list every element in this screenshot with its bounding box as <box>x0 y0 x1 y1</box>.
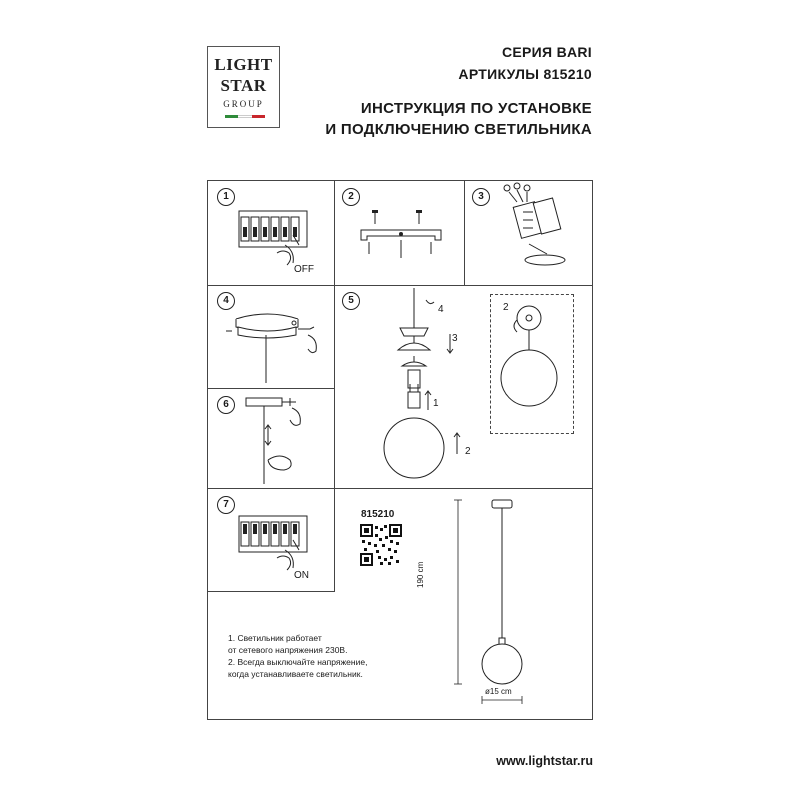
logo-line-1: LIGHT <box>214 55 273 74</box>
wire-connection-illustration <box>232 394 327 486</box>
diameter-dimension-label: ø15 cm <box>485 687 512 696</box>
instruction-title-2: И ПОДКЛЮЧЕНИЮ СВЕТИЛЬНИКА <box>325 121 592 138</box>
step-number-7: 7 <box>217 496 235 514</box>
note-line: когда устанавливаете светильник. <box>228 669 363 679</box>
article-number-label: 815210 <box>361 509 395 520</box>
note-line: от сетевого напряжения 230В. <box>228 645 348 655</box>
step5-arrow-1-label: 1 <box>433 398 439 409</box>
step5-arrow-2-label: 2 <box>465 446 471 457</box>
breaker-on-illustration <box>235 510 325 575</box>
notes-block <box>228 632 428 680</box>
article-numbers: АРТИКУЛЫ 815210 <box>458 66 592 82</box>
italian-flag-stripe <box>225 115 265 118</box>
series-title: СЕРИЯ BARI <box>501 44 592 60</box>
canopy-wiring-illustration <box>222 305 327 385</box>
brand-logo <box>207 46 280 128</box>
step-number-1: 1 <box>217 188 235 206</box>
step-number-5: 5 <box>342 292 360 310</box>
step5-arrow-4-label: 4 <box>438 304 444 315</box>
mounting-bracket-illustration <box>355 210 450 260</box>
qr-code <box>360 524 402 566</box>
instruction-title-1: ИНСТРУКЦИЯ ПО УСТАНОВКЕ <box>360 100 592 117</box>
logo-line-2: STAR <box>220 76 267 95</box>
dimension-drawing <box>440 498 540 710</box>
step-number-2: 2 <box>342 188 360 206</box>
height-dimension-label: 190 cm <box>416 561 425 588</box>
inset-detail-illustration <box>495 298 575 428</box>
inset-arrow-2-label: 2 <box>503 302 509 313</box>
step5-arrow-3-label: 3 <box>452 333 458 344</box>
terminal-block-illustration <box>495 182 575 277</box>
note-line: 1. Светильник работает <box>228 633 322 643</box>
on-label: ON <box>294 570 309 581</box>
step-number-3: 3 <box>472 188 490 206</box>
website-link[interactable]: www.lightstar.ru <box>496 754 593 768</box>
note-line: 2. Всегда выключайте напряжение, <box>228 657 368 667</box>
lamp-assembly-illustration <box>380 286 470 486</box>
off-label: OFF <box>294 264 314 275</box>
step-number-6: 6 <box>217 396 235 414</box>
step-number-4: 4 <box>217 292 235 310</box>
breaker-off-illustration <box>235 205 325 270</box>
logo-line-3: GROUP <box>223 99 264 109</box>
